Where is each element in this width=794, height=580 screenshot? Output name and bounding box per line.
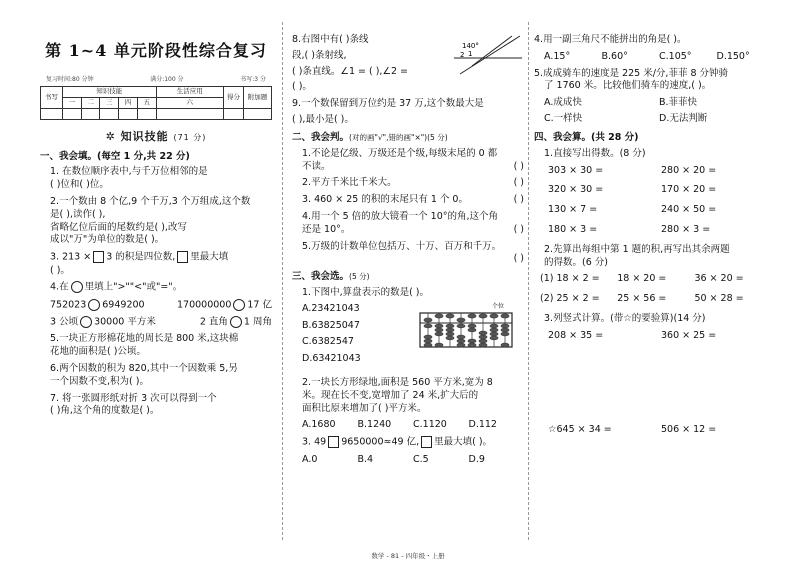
question-text: 是( ),读作( ), [50, 208, 106, 220]
calc-item: (2) 25 × 2 = [540, 293, 600, 305]
question-text: ( )条直线。∠1 = ( ),∠2 = [292, 65, 408, 77]
choice-3 [292, 436, 524, 449]
section-note: (5 分) [349, 272, 370, 282]
calc-item: 280 × 20 = [661, 164, 717, 176]
section-title: 二、我会判。 [292, 131, 350, 143]
score-col-4: 四 [119, 97, 138, 108]
blank-box[interactable] [177, 251, 188, 263]
abacus-bead [490, 336, 498, 340]
calc-row [540, 293, 774, 306]
question-text: 米。现在长不变,宽增加了 24 米,扩大后的 [302, 389, 479, 401]
calc-item: 506 × 12 = [661, 423, 717, 435]
question-text: 6.两个因数的积为 820,其中一个因数乘 5,另 [50, 362, 238, 374]
abacus-bead [501, 328, 509, 332]
choice-option-c[interactable]: C.6382547 [302, 336, 354, 348]
choice-option-d[interactable]: D.无法判断 [659, 113, 708, 125]
choice-2-options [302, 419, 524, 432]
answer-paren[interactable]: ( ) [513, 177, 524, 189]
choice-option-a[interactable]: A.23421043 [302, 302, 360, 314]
calc-item: 320 × 30 = [548, 184, 604, 196]
question-text: 1.下图中,算盘表示的数是( )。 [302, 287, 430, 298]
section-fill: 一、我会填。(每空 1 分,共 22 分) [40, 150, 190, 162]
skill-label: 知识技能 [120, 129, 169, 143]
answer-paren[interactable]: ( ) [513, 253, 524, 265]
question-text: 5.成成骑车的速度是 225 米/分,菲菲 8 分钟骑 [534, 67, 729, 79]
score-cell[interactable] [81, 108, 100, 119]
choice-option-d[interactable]: D.63421043 [302, 353, 361, 365]
score-cell[interactable] [63, 108, 82, 119]
abacus-bead [457, 343, 465, 347]
compare-value: 1 周角 [243, 316, 272, 328]
judge-4 [292, 211, 524, 237]
calc-item: 18 × 20 = [617, 273, 667, 285]
abacus-bead [446, 328, 454, 332]
judge-3 [292, 194, 524, 207]
compare-circle[interactable] [88, 299, 100, 311]
choice-option-b[interactable]: B.1240 [357, 419, 392, 431]
abacus-bead [490, 332, 498, 336]
score-header-writing: 书写 [41, 86, 63, 108]
abacus-bead [468, 343, 476, 347]
choice-option-d[interactable]: D.9 [468, 453, 485, 465]
abacus-bead [501, 332, 509, 336]
choice-option-a[interactable]: A.成成快 [544, 97, 582, 109]
choice-option-b[interactable]: B.菲菲快 [659, 97, 698, 109]
question-text: 一个因数不变,积为( )。 [50, 375, 149, 387]
abacus-bead [424, 324, 432, 328]
abacus-bead [457, 339, 465, 343]
compare-value: 6949200 [102, 299, 145, 311]
question-1-9 [292, 98, 524, 127]
blank-box[interactable] [421, 436, 432, 448]
skill-header [40, 130, 272, 145]
score-table [40, 86, 272, 120]
section-calc: 四、我会算。(共 28 分) [534, 131, 639, 143]
question-text: ( ),最小是( )。 [292, 114, 354, 126]
section-title: 三、我会选。 [292, 271, 350, 283]
calc-3-title: 3.列竖式计算。(带☆的要验算)(14 分) [544, 313, 706, 324]
question-text: 5.一块正方形棉花地的周长是 800 米,这块棉 [50, 333, 239, 345]
abacus-bead [435, 324, 443, 328]
question-text: 1.不论是亿级、万级还是个级,每级末尾的 0 都 [302, 147, 498, 159]
question-text: 3. 460 × 25 的积的末尾只有 1 个 0。 [302, 194, 468, 206]
angle-diagram [452, 34, 524, 76]
blank-box[interactable] [93, 251, 104, 263]
score-cell[interactable] [100, 108, 119, 119]
calc-item: 280 × 3 = [661, 223, 711, 235]
compare-row-1 [50, 299, 272, 312]
choice-1 [292, 287, 524, 373]
score-header-bonus: 附加题 [244, 86, 272, 108]
choice-option-a[interactable]: A.0 [302, 453, 318, 465]
compare-circle[interactable] [230, 316, 242, 328]
skill-points: (71 分) [173, 132, 207, 142]
question-text: ( )。 [50, 264, 70, 276]
question-text: 4.在 [50, 281, 69, 293]
abacus-bead [446, 314, 454, 318]
choice-option-b[interactable]: B.4 [357, 453, 374, 465]
section-choose [292, 271, 524, 284]
score-cell[interactable] [137, 108, 156, 119]
column-divider [282, 22, 283, 540]
abacus-bead [457, 335, 465, 339]
judge-2 [292, 177, 524, 190]
question-text: ( )角,这个角的度数是( )。 [50, 405, 160, 417]
question-text: 5.万级的计数单位包括万、十万、百万和千万。 [302, 240, 502, 252]
question-text: 4.用一个 5 倍的放大镜看一个 10°的角,这个角 [302, 210, 499, 222]
choice-option-d[interactable]: D.150° [716, 50, 750, 62]
compare-circle[interactable] [80, 316, 92, 328]
question-text: 2.一个数由 8 个亿,9 个千万,3 个万组成,这个数 [50, 195, 251, 207]
score-cell[interactable] [156, 108, 223, 119]
question-1-6 [40, 363, 272, 389]
question-text: 了 1760 米。比较他们骑车的速度,( )。 [544, 80, 712, 92]
abacus-bead [501, 314, 509, 318]
blank-box[interactable] [328, 436, 339, 448]
question-1-2 [40, 196, 272, 247]
question-text: 2.先算出每组中第 1 题的积,再写出其余两题 [544, 243, 730, 255]
question-text: 还是 10°。 [302, 223, 351, 235]
calc-row [548, 224, 774, 237]
calc-row [548, 330, 774, 343]
calc-item: 130 × 7 = [548, 204, 598, 216]
choice-option-d[interactable]: D.112 [468, 419, 497, 431]
score-col-1: 一 [63, 97, 82, 108]
score-col-5: 五 [137, 97, 156, 108]
calc-item: 170 × 20 = [661, 184, 717, 196]
abacus-bead [479, 343, 487, 347]
question-text: 面积比原来增加了( )平方米。 [302, 402, 427, 414]
abacus-bead [468, 314, 476, 318]
judge-1 [292, 148, 524, 174]
abacus-bead [446, 336, 454, 340]
abacus-bead [490, 328, 498, 332]
calc-item: 208 × 35 = [548, 329, 604, 341]
compare-row-2 [50, 316, 272, 329]
calc-item: 180 × 3 = [548, 223, 598, 235]
abacus-bead [479, 335, 487, 339]
compare-value: 752023 [50, 299, 87, 311]
abacus-image [418, 301, 514, 349]
calc-2-title [534, 244, 774, 270]
question-text: 成以"万"为单位的数是( )。 [50, 234, 165, 246]
calc-item: 303 × 30 = [548, 164, 604, 176]
score-header-score: 得分 [224, 86, 244, 108]
abacus-bead [446, 332, 454, 336]
choice-option-c[interactable]: C.5 [413, 453, 429, 465]
answer-paren[interactable]: ( ) [513, 194, 524, 206]
answer-paren[interactable]: ( ) [513, 160, 524, 172]
choice-option-b[interactable]: B.63825047 [302, 319, 360, 331]
question-text: 里填上">""<"或"="。 [84, 281, 183, 293]
score-col-3: 三 [100, 97, 119, 108]
compare-value: 30000 平方米 [94, 316, 156, 328]
abacus-bead [424, 339, 432, 343]
choice-option-c[interactable]: C.1120 [413, 419, 447, 431]
compare-value: 2 直角 [199, 316, 228, 328]
judge-5 [292, 241, 524, 267]
exam-time: 复习时间:80 分钟 [46, 75, 94, 83]
exam-full-score: 满分:100 分 [150, 75, 184, 83]
abacus-bead [457, 324, 465, 328]
abacus-bead [435, 343, 443, 347]
angle-label-1: 1 [468, 50, 473, 58]
question-text: 不读。 [302, 160, 331, 172]
section-judge [292, 132, 524, 145]
compare-value: 17 亿 [247, 299, 272, 311]
question-text: 省略亿位后面的尾数约是( ),改写 [50, 221, 187, 233]
abacus-bead [435, 314, 443, 318]
abacus-bead [435, 332, 443, 336]
question-1-3 [40, 251, 272, 277]
calc-item: 36 × 20 = [694, 273, 744, 285]
score-cell[interactable] [224, 108, 244, 119]
calc-item: 25 × 56 = [617, 293, 667, 305]
abacus-bead [446, 324, 454, 328]
choice-option-a[interactable]: A.15° [544, 50, 571, 62]
choice-option-c[interactable]: C.105° [659, 50, 692, 62]
score-col-6: 六 [156, 97, 223, 108]
question-text: 9.一个数保留到万位约是 37 万,这个数最大是 [292, 98, 484, 110]
question-text: 8.右图中有( )条线 [292, 34, 369, 45]
compare-circle[interactable] [71, 281, 83, 293]
question-text: 3. 213 × [50, 251, 92, 263]
compare-value: 3 公顷 [50, 316, 79, 328]
abacus-bead [479, 339, 487, 343]
abacus-bead [501, 343, 509, 347]
choice-5 [534, 68, 774, 94]
question-text: 7. 将一张圆形纸对折 3 次可以得到一个 [50, 392, 217, 404]
question-1-7 [40, 393, 272, 419]
choice-option-a[interactable]: A.1680 [302, 419, 336, 431]
answer-paren[interactable]: ( ) [513, 223, 524, 235]
question-text: 2.平方千米比千米大。 [302, 177, 397, 189]
score-cell[interactable] [119, 108, 138, 119]
question-text: 9650000≈49 亿, [341, 436, 420, 448]
score-header-skills: 知识技能 [63, 86, 157, 97]
question-1-1 [40, 166, 272, 192]
question-text: 里最大填 [190, 251, 229, 263]
angle-label-140: 140° [462, 42, 479, 50]
question-text: 3 的积是四位数, [106, 251, 176, 263]
abacus-bead [468, 324, 476, 328]
abacus-bead [424, 343, 432, 347]
exam-writing-score: 书写:3 分 [240, 75, 266, 83]
choice-option-c[interactable]: C.一样快 [544, 113, 583, 125]
abacus-rods [424, 313, 509, 347]
question-text: ( )位和( )位。 [50, 179, 109, 191]
question-text: 4.用一副三角尺不能拼出的角是( )。 [534, 34, 687, 45]
calc-item: (1) 18 × 2 = [540, 273, 600, 285]
choice-5-options-row1 [544, 97, 774, 110]
abacus-bead [501, 324, 509, 328]
score-col-2: 二 [81, 97, 100, 108]
question-text: 3. 49 [302, 436, 327, 448]
question-text: 2.一块长方形绿地,面积是 560 平方米,宽为 8 [302, 377, 493, 388]
calc-row [548, 204, 774, 217]
calc-item: 50 × 28 = [694, 293, 744, 305]
page-title: 第 1~4 单元阶段性综合复习 [45, 41, 267, 60]
abacus-bead [468, 328, 476, 332]
question-text: 段,( )条射线, [292, 49, 347, 61]
abacus-bead [424, 318, 432, 322]
compare-value: 170000000 [176, 299, 232, 311]
calc-row [548, 165, 774, 178]
choice-2 [292, 377, 524, 415]
abacus-bead [479, 331, 487, 335]
choice-5-options-row2 [544, 113, 774, 126]
abacus-bead [435, 328, 443, 332]
right-column [534, 0, 774, 560]
score-cell[interactable] [41, 108, 63, 119]
diagram-line [472, 36, 512, 66]
section-note: (对的画"√",错的画"×")(5 分) [349, 132, 448, 142]
abacus-bead [424, 335, 432, 339]
calc-1-title: 1.直接写出得数。(8 分) [544, 147, 646, 159]
column-divider [528, 22, 529, 540]
abacus-bead [457, 318, 465, 322]
question-text: 1. 在数位顺序表中,与千万位相邻的是 [50, 166, 208, 178]
middle-column [292, 0, 524, 560]
compare-circle[interactable] [233, 299, 245, 311]
exam-meta [46, 76, 266, 84]
calc-row [548, 424, 774, 437]
abacus-bead [490, 314, 498, 318]
gear-icon: ✲ [105, 129, 121, 143]
work-space[interactable] [534, 350, 774, 420]
question-1-5 [40, 333, 272, 359]
question-text: ( )。 [292, 81, 312, 93]
choice-4 [534, 34, 774, 47]
question-text: 的得数。(6 分) [544, 256, 608, 268]
choice-3-options [302, 454, 524, 467]
abacus-bead [490, 324, 498, 328]
choice-4-options [544, 51, 774, 64]
score-cell[interactable] [244, 108, 272, 119]
question-text: 花地的面积是( )公顷。 [50, 346, 146, 358]
calc-item: 240 × 50 = [661, 204, 717, 216]
left-column [40, 0, 272, 560]
calc-row [548, 184, 774, 197]
calc-item: ☆645 × 34 = [548, 423, 612, 435]
angle-label-2: 2 [460, 51, 465, 59]
abacus-bead [468, 339, 476, 343]
question-text: 里最大填( )。 [434, 436, 493, 448]
calc-item: 360 × 25 = [661, 329, 717, 341]
score-header-life: 生活应用 [156, 86, 223, 97]
abacus-label: 个位 [492, 303, 505, 310]
abacus-bead [479, 314, 487, 318]
page-footer: 数学 - 81 - 四年级・上册 [371, 552, 445, 560]
question-1-4 [40, 281, 272, 294]
calc-row [540, 273, 774, 286]
choice-option-b[interactable]: B.60° [601, 50, 628, 62]
